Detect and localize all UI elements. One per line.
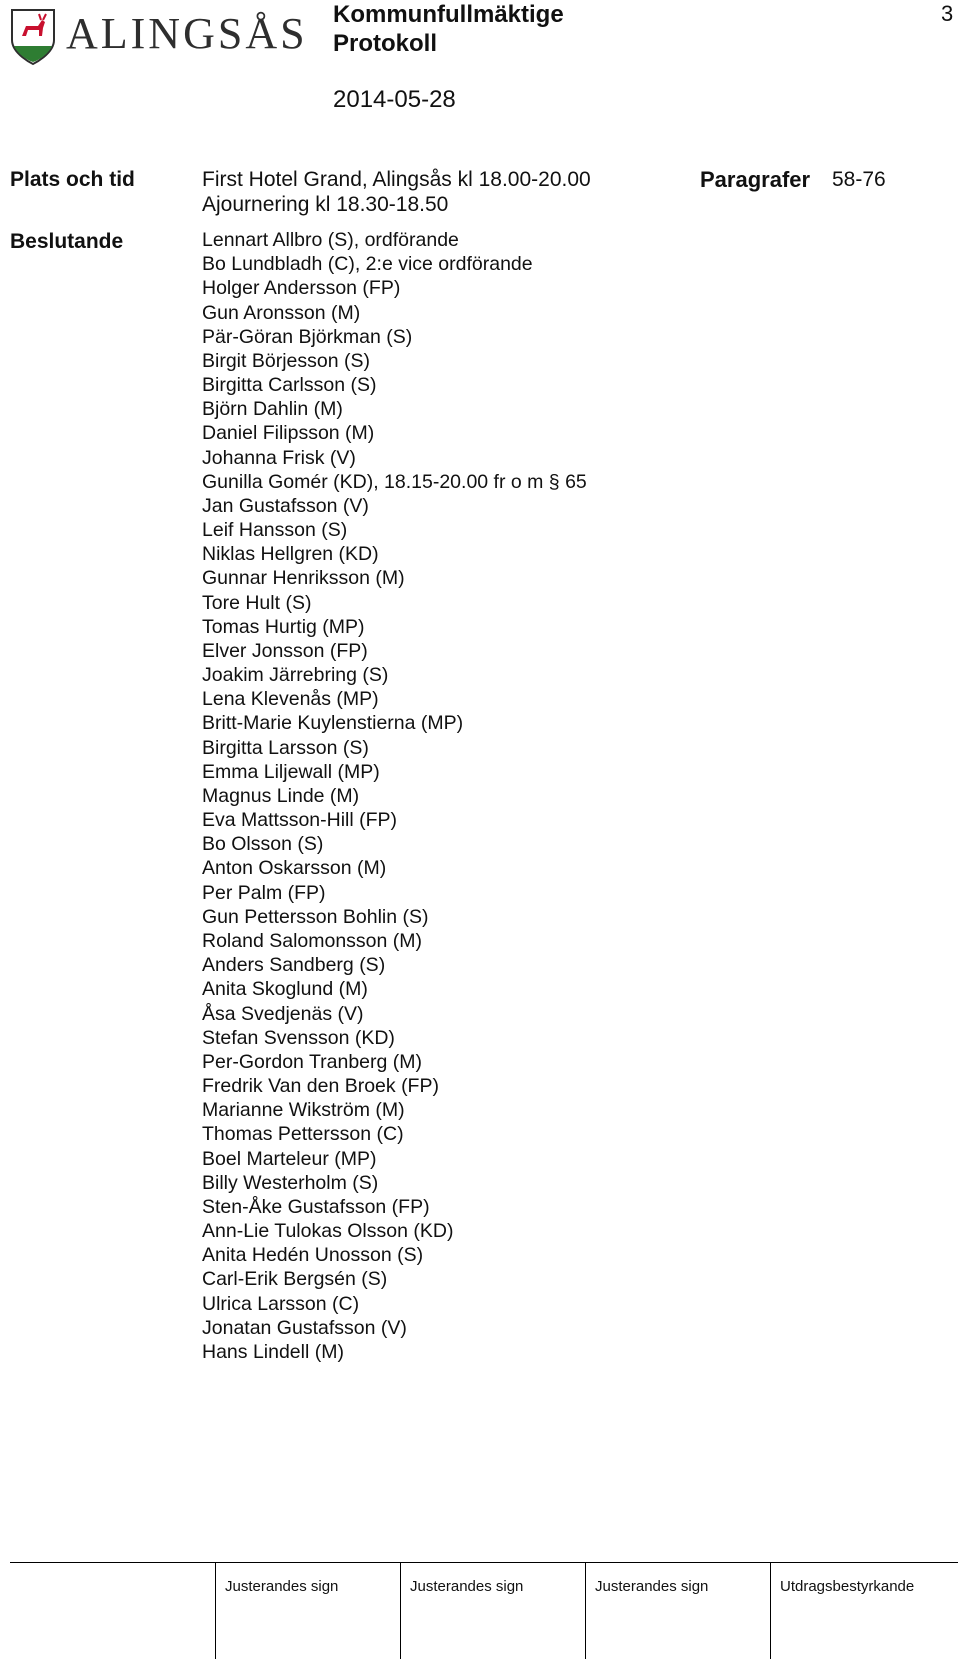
utdragsbestyrkande-label: Utdragsbestyrkande	[780, 1578, 915, 1595]
justerandes-sign-label: Justerandes sign	[410, 1578, 524, 1595]
beslutande-list	[202, 228, 587, 1364]
member-item: Emma Liljewall (MP)	[202, 760, 380, 783]
member-item: Pär-Göran Björkman (S)	[202, 325, 413, 348]
paragrafer-label: Paragrafer	[700, 167, 811, 192]
member-item: Bo Olsson (S)	[202, 833, 324, 856]
member-item: Gunilla Gomér (KD), 18.15-20.00 fr o m § 65	[202, 470, 587, 493]
ajournering-line: Ajournering kl 18.30-18.50	[202, 193, 449, 216]
member-item: Tore Hult (S)	[202, 591, 312, 614]
document-subtitle: Protokoll	[333, 30, 438, 57]
member-item: Leif Hansson (S)	[202, 519, 348, 542]
crest-icon	[8, 6, 58, 66]
member-item: Fredrik Van den Broek (FP)	[202, 1075, 439, 1098]
member-item: Gun Aronsson (M)	[202, 301, 361, 324]
member-item: Roland Salomonsson (M)	[202, 929, 423, 952]
member-item: Jonatan Gustafsson (V)	[202, 1316, 407, 1339]
member-item: Hans Lindell (M)	[202, 1340, 344, 1363]
alingsas-logo	[8, 6, 308, 66]
member-item: Stefan Svensson (KD)	[202, 1026, 395, 1049]
member-item: Elver Jonsson (FP)	[202, 639, 368, 662]
member-item: Birgit Börjesson (S)	[202, 349, 370, 372]
member-item: Johanna Frisk (V)	[202, 446, 356, 469]
member-item: Gun Pettersson Bohlin (S)	[202, 905, 429, 928]
signature-divider	[215, 1562, 216, 1659]
member-item: Sten-Åke Gustafsson (FP)	[202, 1195, 430, 1218]
member-item: Magnus Linde (M)	[202, 784, 360, 807]
member-item: Tomas Hurtig (MP)	[202, 615, 365, 638]
signature-divider	[400, 1562, 401, 1659]
plats-och-tid-label: Plats och tid	[10, 168, 135, 191]
member-item: Lena Klevenås (MP)	[202, 688, 379, 711]
justerandes-sign-label: Justerandes sign	[225, 1578, 339, 1595]
member-item: Holger Andersson (FP)	[202, 277, 401, 300]
member-item: Lennart Allbro (S), ordförande	[202, 229, 459, 251]
member-item: Anders Sandberg (S)	[202, 954, 386, 977]
beslutande-label: Beslutande	[10, 230, 124, 253]
member-item: Britt-Marie Kuylenstierna (MP)	[202, 712, 464, 735]
member-item: Boel Marteleur (MP)	[202, 1147, 377, 1170]
member-item: Per Palm (FP)	[202, 881, 326, 904]
page-number: 3	[941, 1, 954, 26]
member-item: Björn Dahlin (M)	[202, 398, 343, 421]
paragrafer-value: 58-76	[832, 168, 886, 191]
signature-divider	[585, 1562, 586, 1659]
member-item: Åsa Svedjenäs (V)	[202, 1002, 364, 1025]
member-item: Eva Mattsson-Hill (FP)	[202, 809, 398, 832]
logo-wordmark: ALINGSÅS	[66, 9, 308, 58]
document-date: 2014-05-28	[333, 86, 456, 113]
member-item: Carl-Erik Bergsén (S)	[202, 1268, 388, 1291]
member-item: Anton Oskarsson (M)	[202, 857, 387, 880]
member-item: Jan Gustafsson (V)	[202, 494, 369, 517]
signature-footer	[0, 1562, 960, 1659]
member-item: Marianne Wikström (M)	[202, 1099, 405, 1122]
plats-och-tid-value	[202, 167, 591, 217]
member-item: Birgitta Carlsson (S)	[202, 374, 377, 397]
member-item: Ann-Lie Tulokas Olsson (KD)	[202, 1220, 454, 1243]
member-item: Niklas Hellgren (KD)	[202, 543, 379, 566]
member-item: Per-Gordon Tranberg (M)	[202, 1050, 422, 1073]
member-item: Billy Westerholm (S)	[202, 1171, 379, 1194]
member-item: Bo Lundbladh (C), 2:e vice ordförande	[202, 253, 533, 276]
member-item: Anita Skoglund (M)	[202, 978, 368, 1001]
member-item: Ulrica Larsson (C)	[202, 1292, 360, 1315]
document-title: Kommunfullmäktige	[333, 1, 564, 28]
member-item: Daniel Filipsson (M)	[202, 422, 375, 445]
member-item: Birgitta Larsson (S)	[202, 736, 369, 759]
footer-rule	[10, 1562, 958, 1563]
member-item: Thomas Pettersson (C)	[202, 1123, 404, 1146]
signature-divider	[770, 1562, 771, 1659]
justerandes-sign-label: Justerandes sign	[595, 1578, 709, 1595]
member-item: Joakim Järrebring (S)	[202, 664, 389, 687]
plats-line: First Hotel Grand, Alingsås kl 18.00-20.00	[202, 168, 591, 191]
member-item: Gunnar Henriksson (M)	[202, 567, 405, 590]
member-item: Anita Hedén Unosson (S)	[202, 1244, 424, 1267]
